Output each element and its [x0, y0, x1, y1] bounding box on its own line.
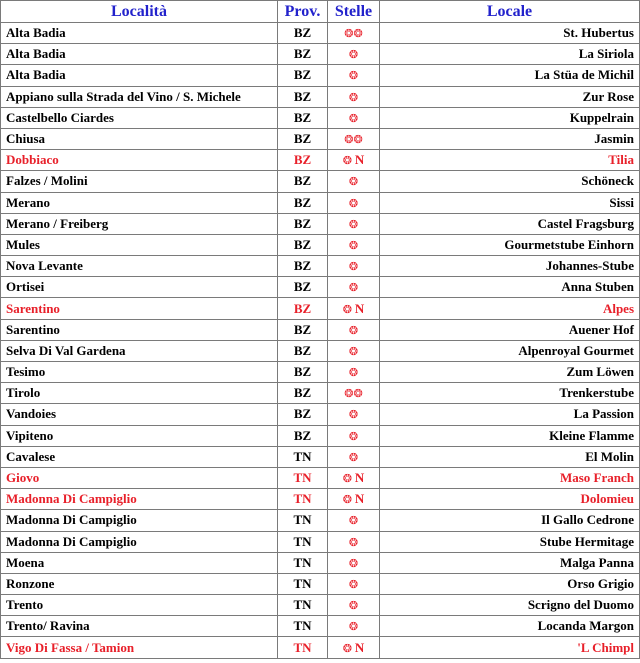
- michelin-star-icon: ❂: [348, 197, 359, 210]
- cell-prov: TN: [278, 446, 328, 467]
- table-row: [1, 595, 640, 616]
- cell-prov: TN: [278, 552, 328, 573]
- table-row: [1, 616, 640, 637]
- new-marker: N: [354, 300, 365, 316]
- cell-localita: Madonna Di Campiglio: [1, 489, 278, 510]
- michelin-star-icon: ❂: [348, 430, 359, 443]
- cell-localita: Alta Badia: [1, 44, 278, 65]
- cell-prov: BZ: [278, 404, 328, 425]
- cell-localita: Appiano sulla Strada del Vino / S. Michele: [1, 86, 278, 107]
- michelin-star-icon: ❂: [348, 239, 359, 252]
- table-row: [1, 298, 640, 319]
- michelin-star-icon: ❂: [344, 134, 354, 147]
- cell-locale: Johannes-Stube: [380, 256, 640, 277]
- cell-prov: TN: [278, 637, 328, 658]
- cell-localita: Alta Badia: [1, 23, 278, 44]
- michelin-star-icon: ❂: [342, 303, 352, 316]
- cell-locale: Orso Grigio: [380, 573, 640, 594]
- cell-localita: Mules: [1, 234, 278, 255]
- cell-locale: Gourmetstube Einhorn: [380, 234, 640, 255]
- cell-stelle: [328, 489, 380, 510]
- cell-localita: Nova Levante: [1, 256, 278, 277]
- cell-locale: Stube Hermitage: [380, 531, 640, 552]
- cell-prov: BZ: [278, 128, 328, 149]
- cell-prov: TN: [278, 616, 328, 637]
- cell-localita: Tesimo: [1, 362, 278, 383]
- michelin-star-icon: ❂: [344, 28, 354, 41]
- cell-stelle: [328, 404, 380, 425]
- cell-locale: Sissi: [380, 192, 640, 213]
- table-row: [1, 573, 640, 594]
- cell-locale: El Molin: [380, 446, 640, 467]
- table-row: [1, 404, 640, 425]
- table-row: [1, 65, 640, 86]
- cell-locale: Anna Stuben: [380, 277, 640, 298]
- cell-localita: Trento/ Ravina: [1, 616, 278, 637]
- table-row: [1, 192, 640, 213]
- cell-prov: BZ: [278, 362, 328, 383]
- cell-localita: Ronzone: [1, 573, 278, 594]
- cell-locale: 'L Chimpl: [380, 637, 640, 658]
- michelin-star-icon: ❂: [348, 91, 359, 104]
- michelin-star-icon: ❂: [348, 345, 359, 358]
- michelin-star-icon: ❂: [353, 388, 363, 401]
- cell-stelle: [328, 616, 380, 637]
- cell-locale: Alpes: [380, 298, 640, 319]
- cell-stelle: [328, 383, 380, 404]
- cell-stelle: [328, 552, 380, 573]
- new-marker: N: [354, 152, 365, 168]
- cell-prov: BZ: [278, 425, 328, 446]
- table-row: [1, 277, 640, 298]
- table-row: [1, 425, 640, 446]
- michelin-star-icon: ❂: [342, 155, 352, 168]
- table-row: [1, 467, 640, 488]
- table-row: [1, 150, 640, 171]
- table-row: [1, 256, 640, 277]
- michelin-star-icon: ❂: [348, 282, 359, 295]
- cell-localita: Merano / Freiberg: [1, 213, 278, 234]
- cell-prov: TN: [278, 467, 328, 488]
- cell-prov: BZ: [278, 44, 328, 65]
- cell-prov: BZ: [278, 383, 328, 404]
- cell-prov: BZ: [278, 340, 328, 361]
- cell-localita: Madonna Di Campiglio: [1, 510, 278, 531]
- table-row: [1, 213, 640, 234]
- table-body: [1, 23, 640, 659]
- cell-locale: Trenkerstube: [380, 383, 640, 404]
- header-stelle: Stelle: [328, 1, 380, 23]
- michelin-star-icon: ❂: [348, 70, 359, 83]
- cell-stelle: [328, 107, 380, 128]
- cell-prov: TN: [278, 595, 328, 616]
- table-row: [1, 234, 640, 255]
- cell-localita: Tirolo: [1, 383, 278, 404]
- table-row: [1, 44, 640, 65]
- table-row: [1, 510, 640, 531]
- michelin-star-icon: ❂: [348, 324, 359, 337]
- michelin-star-icon: ❂: [344, 388, 354, 401]
- cell-stelle: [328, 171, 380, 192]
- cell-prov: BZ: [278, 65, 328, 86]
- header-localita: Località: [1, 1, 278, 23]
- cell-prov: TN: [278, 510, 328, 531]
- cell-localita: Castelbello Ciardes: [1, 107, 278, 128]
- cell-locale: Il Gallo Cedrone: [380, 510, 640, 531]
- cell-stelle: [328, 213, 380, 234]
- cell-locale: Zum Löwen: [380, 362, 640, 383]
- new-marker: N: [354, 470, 365, 486]
- cell-locale: St. Hubertus: [380, 23, 640, 44]
- cell-prov: BZ: [278, 171, 328, 192]
- cell-localita: Sarentino: [1, 319, 278, 340]
- cell-locale: Kuppelrain: [380, 107, 640, 128]
- cell-stelle: [328, 446, 380, 467]
- michelin-star-icon: ❂: [348, 409, 359, 422]
- cell-stelle: [328, 595, 380, 616]
- cell-prov: TN: [278, 489, 328, 510]
- cell-localita: Madonna Di Campiglio: [1, 531, 278, 552]
- cell-localita: Giovo: [1, 467, 278, 488]
- cell-locale: Zur Rose: [380, 86, 640, 107]
- cell-prov: BZ: [278, 150, 328, 171]
- cell-prov: BZ: [278, 319, 328, 340]
- cell-localita: Vipiteno: [1, 425, 278, 446]
- cell-locale: La Stüa de Michil: [380, 65, 640, 86]
- cell-prov: BZ: [278, 23, 328, 44]
- cell-stelle: [328, 192, 380, 213]
- cell-prov: BZ: [278, 277, 328, 298]
- table-row: [1, 489, 640, 510]
- cell-locale: Locanda Margon: [380, 616, 640, 637]
- cell-stelle: [328, 510, 380, 531]
- table-row: [1, 362, 640, 383]
- cell-stelle: [328, 340, 380, 361]
- new-marker: N: [354, 491, 365, 507]
- cell-prov: BZ: [278, 256, 328, 277]
- cell-localita: Merano: [1, 192, 278, 213]
- cell-prov: BZ: [278, 298, 328, 319]
- cell-stelle: [328, 637, 380, 658]
- michelin-star-icon: ❂: [353, 28, 363, 41]
- michelin-star-icon: ❂: [348, 557, 359, 570]
- michelin-star-icon: ❂: [348, 218, 359, 231]
- cell-localita: Falzes / Molini: [1, 171, 278, 192]
- cell-stelle: [328, 234, 380, 255]
- cell-prov: BZ: [278, 234, 328, 255]
- cell-stelle: [328, 277, 380, 298]
- cell-prov: TN: [278, 531, 328, 552]
- michelin-star-icon: ❂: [348, 367, 359, 380]
- table-row: [1, 383, 640, 404]
- cell-locale: Alpenroyal Gourmet: [380, 340, 640, 361]
- michelin-star-icon: ❂: [353, 134, 363, 147]
- cell-locale: Maso Franch: [380, 467, 640, 488]
- cell-stelle: [328, 86, 380, 107]
- michelin-star-icon: ❂: [342, 642, 352, 655]
- table-row: [1, 340, 640, 361]
- cell-localita: Trento: [1, 595, 278, 616]
- michelin-star-icon: ❂: [342, 494, 352, 507]
- table-row: [1, 23, 640, 44]
- cell-stelle: [328, 44, 380, 65]
- cell-locale: Kleine Flamme: [380, 425, 640, 446]
- cell-localita: Chiusa: [1, 128, 278, 149]
- table-row: [1, 446, 640, 467]
- cell-localita: Alta Badia: [1, 65, 278, 86]
- cell-localita: Cavalese: [1, 446, 278, 467]
- cell-stelle: [328, 362, 380, 383]
- michelin-star-icon: ❂: [348, 600, 359, 613]
- cell-stelle: [328, 128, 380, 149]
- header-row: [1, 1, 640, 23]
- cell-stelle: [328, 23, 380, 44]
- cell-stelle: [328, 150, 380, 171]
- cell-localita: Moena: [1, 552, 278, 573]
- header-prov: Prov.: [278, 1, 328, 23]
- michelin-star-icon: ❂: [348, 515, 359, 528]
- cell-locale: Tilia: [380, 150, 640, 171]
- table-row: [1, 171, 640, 192]
- cell-localita: Vigo Di Fassa / Tamion: [1, 637, 278, 658]
- michelin-star-icon: ❂: [348, 536, 359, 549]
- michelin-star-icon: ❂: [348, 621, 359, 634]
- cell-locale: Scrigno del Duomo: [380, 595, 640, 616]
- cell-localita: Selva Di Val Gardena: [1, 340, 278, 361]
- cell-locale: Castel Fragsburg: [380, 213, 640, 234]
- cell-localita: Sarentino: [1, 298, 278, 319]
- michelin-star-icon: ❂: [348, 49, 359, 62]
- table-row: [1, 319, 640, 340]
- table-row: [1, 128, 640, 149]
- cell-stelle: [328, 425, 380, 446]
- michelin-star-icon: ❂: [348, 261, 359, 274]
- cell-stelle: [328, 467, 380, 488]
- michelin-star-icon: ❂: [348, 176, 359, 189]
- cell-stelle: [328, 65, 380, 86]
- michelin-star-icon: ❂: [348, 578, 359, 591]
- new-marker: N: [354, 639, 365, 655]
- cell-stelle: [328, 298, 380, 319]
- cell-prov: BZ: [278, 192, 328, 213]
- michelin-star-icon: ❂: [342, 473, 352, 486]
- cell-localita: Ortisei: [1, 277, 278, 298]
- cell-locale: La Siriola: [380, 44, 640, 65]
- michelin-star-icon: ❂: [348, 112, 359, 125]
- cell-stelle: [328, 531, 380, 552]
- header-locale: Locale: [380, 1, 640, 23]
- michelin-star-icon: ❂: [348, 451, 359, 464]
- cell-stelle: [328, 256, 380, 277]
- cell-locale: Dolomieu: [380, 489, 640, 510]
- cell-stelle: [328, 573, 380, 594]
- cell-stelle: [328, 319, 380, 340]
- cell-localita: Vandoies: [1, 404, 278, 425]
- cell-prov: TN: [278, 573, 328, 594]
- cell-locale: Malga Panna: [380, 552, 640, 573]
- table-row: [1, 86, 640, 107]
- cell-locale: La Passion: [380, 404, 640, 425]
- cell-locale: Auener Hof: [380, 319, 640, 340]
- cell-prov: BZ: [278, 107, 328, 128]
- table-row: [1, 107, 640, 128]
- cell-localita: Dobbiaco: [1, 150, 278, 171]
- cell-prov: BZ: [278, 213, 328, 234]
- table-row: [1, 531, 640, 552]
- cell-prov: BZ: [278, 86, 328, 107]
- table-row: [1, 552, 640, 573]
- cell-locale: Jasmin: [380, 128, 640, 149]
- table-row: [1, 637, 640, 658]
- cell-locale: Schöneck: [380, 171, 640, 192]
